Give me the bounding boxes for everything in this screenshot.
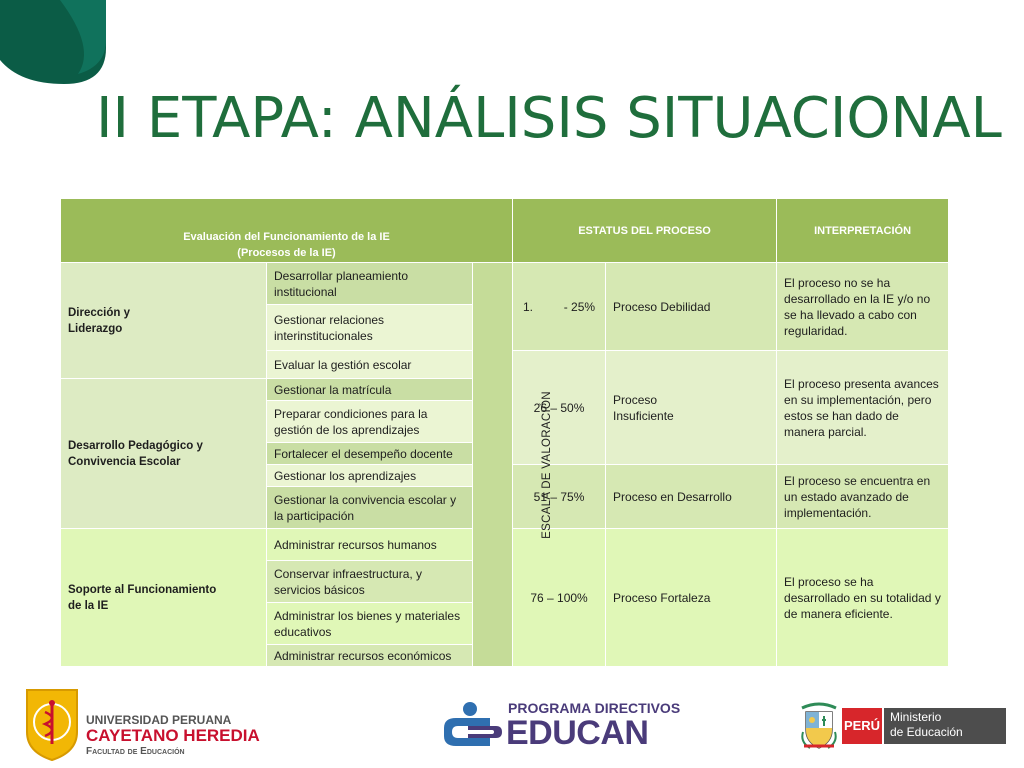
process-cell: Administrar recursos humanos <box>267 529 473 561</box>
peru-label: PERÚ <box>843 718 881 733</box>
upch-line1: UNIVERSIDAD PERUANA <box>86 713 232 727</box>
educan-line2: EDUCAN <box>506 714 649 752</box>
header-evaluation-line2: (Procesos de la IE) <box>237 247 336 259</box>
educan-logo-icon <box>440 700 506 750</box>
interpretation-cell: El proceso no se ha desarrollado en la IE y/o no se ha llevado a cabo con regularidad. <box>777 263 949 351</box>
process-cell: Preparar condiciones para la gestión de los aprendizajes <box>267 401 473 443</box>
interpretation-cell: El proceso presenta avances en su implementación, pero estos se han dado de manera parcial. <box>777 351 949 465</box>
area-label-line2: de la IE <box>68 599 109 612</box>
status-line1: Proceso <box>613 392 658 407</box>
header-interpretation: INTERPRETACIÓN <box>777 199 949 263</box>
process-cell: Evaluar la gestión escolar <box>267 351 473 379</box>
status-cell: Proceso Fortaleza <box>606 529 777 667</box>
minedu-line1: Ministerio <box>890 710 942 724</box>
scale-label: ESCALA DE VALORACIÓN <box>540 391 553 539</box>
status-cell <box>606 351 777 465</box>
area-label-line1: Soporte al Funcionamiento <box>68 583 217 596</box>
status-cell: Proceso Debilidad <box>606 263 777 351</box>
process-cell: Gestionar relaciones interinstitucionales <box>267 305 473 351</box>
area-label-line1: Desarrollo Pedagógico y <box>68 439 203 452</box>
area-cell <box>61 529 267 667</box>
process-cell: Administrar los bienes y materiales educativos <box>267 603 473 645</box>
peru-coat-of-arms-icon <box>800 702 838 750</box>
area-cell <box>61 379 267 529</box>
status-line2: Insuficiente <box>613 408 674 423</box>
range-cell: 76 – 100% <box>513 529 606 667</box>
scale-cell <box>473 263 553 667</box>
process-cell: Gestionar la convivencia escolar y la participación <box>267 487 473 529</box>
area-label-line2: Convivencia Escolar <box>68 455 181 468</box>
slide-title: II ETAPA: ANÁLISIS SITUACIONAL <box>96 86 1002 151</box>
range-cell: 26 – 50% <box>513 351 606 465</box>
upch-line2: CAYETANO HEREDIA <box>86 726 260 745</box>
area-cell <box>61 263 267 379</box>
interpretation-cell: El proceso se ha desarrollado en su totalidad y de manera eficiente. <box>777 529 949 667</box>
header-evaluation <box>61 199 513 263</box>
upch-line3: Facultad de Educación <box>86 746 185 757</box>
process-cell: Desarrollar planeamiento institucional <box>267 263 473 305</box>
area-label-line2: Liderazgo <box>68 322 123 335</box>
process-cell: Gestionar los aprendizajes <box>267 465 473 487</box>
header-status: ESTATUS DEL PROCESO <box>513 199 777 263</box>
status-cell: Proceso en Desarrollo <box>606 465 777 529</box>
evaluation-table <box>60 198 949 667</box>
range-percent: - 25% <box>563 299 596 314</box>
educan-line1: PROGRAMA DIRECTIVOS <box>508 700 681 716</box>
interpretation-cell: El proceso se encuentra en un estado avanzado de implementación. <box>777 465 949 529</box>
range-cell: 51 – 75% <box>513 465 606 529</box>
header-evaluation-line1: Evaluación del Funcionamiento de la IE <box>183 231 390 243</box>
process-cell: Administrar recursos económicos <box>267 645 473 667</box>
range-number: 1. <box>523 299 534 314</box>
footer <box>0 680 1024 768</box>
process-cell: Fortalecer el desempeño docente <box>267 443 473 465</box>
process-cell: Gestionar la matrícula <box>267 379 473 401</box>
upch-shield-icon <box>25 688 79 762</box>
range-cell <box>513 263 606 351</box>
corner-decoration <box>0 0 106 84</box>
area-label-line1: Dirección y <box>68 306 130 319</box>
process-cell: Conservar infraestructura, y servicios básicos <box>267 561 473 603</box>
minedu-line2: de Educación <box>890 725 963 739</box>
